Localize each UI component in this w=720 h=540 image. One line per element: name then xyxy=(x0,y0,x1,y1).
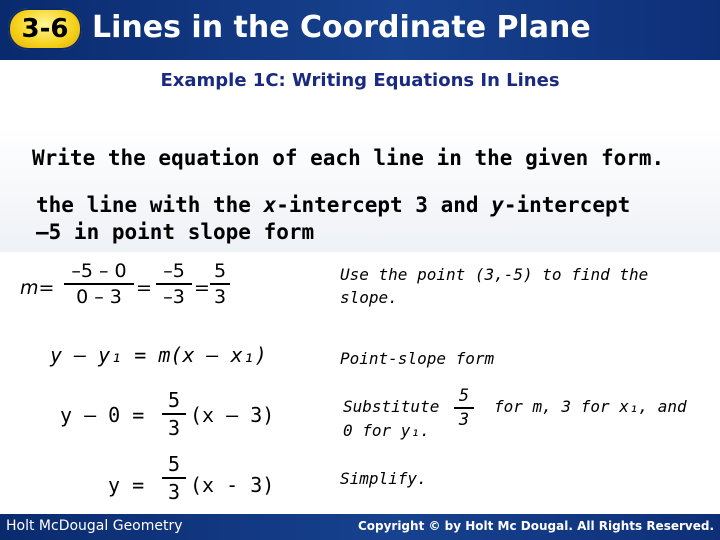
simplify-right: (x - 3) xyxy=(190,473,275,497)
simplify-fraction xyxy=(162,452,186,504)
note-substitute-den: 3 xyxy=(458,410,470,430)
point-slope-equation: y – y₁ = m(x – x₁) xyxy=(50,343,267,367)
simplify-num: 5 xyxy=(167,452,181,476)
problem-part3: -intercept xyxy=(503,193,631,217)
fraction-bar xyxy=(156,283,192,285)
note-substitute-fraction xyxy=(454,386,474,430)
note-substitute-a: Substitute xyxy=(343,397,440,416)
footer-bar xyxy=(0,514,720,540)
problem-part1: the line with the xyxy=(36,193,264,217)
simplify-den: 3 xyxy=(167,480,181,504)
slope-f2-den: –3 xyxy=(163,286,185,308)
slope-eq-2: = xyxy=(136,277,152,299)
title-bar xyxy=(0,0,720,60)
slope-fraction-3 xyxy=(210,260,230,308)
note-substitute xyxy=(343,395,439,418)
slope-f1-num: –5 – 0 xyxy=(71,260,127,282)
lesson-badge: 3-6 xyxy=(8,8,82,50)
fraction-bar xyxy=(162,413,186,415)
footer-publisher: Holt McDougal Geometry xyxy=(6,518,183,534)
note-use-point: Use the point (3,-5) to find the slope. xyxy=(340,265,649,307)
slope-f1-den: 0 – 3 xyxy=(76,286,122,308)
fraction-bar xyxy=(210,283,230,285)
note-substitute-c: 0 for y₁. xyxy=(343,421,430,440)
problem-var-x: x xyxy=(263,193,277,217)
example-title: Example 1C: Writing Equations In Lines xyxy=(160,70,560,91)
footer-copyright: Copyright © by Holt Mc Dougal. All Rights Reserved. xyxy=(357,519,714,533)
slope-m: m xyxy=(20,277,39,299)
slope-eq-3: = xyxy=(194,277,210,299)
slope-fraction-1 xyxy=(64,260,134,308)
fraction-bar xyxy=(64,283,134,285)
problem-line2: –5 in point slope form xyxy=(36,220,315,244)
note-simplify: Simplify. xyxy=(340,469,427,488)
substitute-right: (x – 3) xyxy=(190,403,275,427)
substitute-left: y – 0 = xyxy=(60,403,145,427)
substitute-fraction xyxy=(162,388,186,440)
lesson-title: Lines in the Coordinate Plane xyxy=(92,10,591,45)
substitute-den: 3 xyxy=(167,416,181,440)
note-substitute-num: 5 xyxy=(458,386,470,406)
instruction-text: Write the equation of each line in the given form. xyxy=(32,146,665,170)
slope-f3-num: 5 xyxy=(213,260,227,282)
fraction-bar xyxy=(162,477,186,479)
problem-var-y: y xyxy=(491,193,504,217)
problem-statement xyxy=(36,192,696,246)
slope-f2-num: –5 xyxy=(163,260,185,282)
note-substitute-b: for m, 3 for x₁, and xyxy=(494,397,687,416)
note-point-slope: Point-slope form xyxy=(340,349,495,368)
slope-fraction-2 xyxy=(156,260,192,308)
problem-part2: -intercept 3 and xyxy=(276,193,492,217)
fraction-bar xyxy=(454,407,474,409)
slope-eq-1: = xyxy=(38,277,55,299)
slope-f3-den: 3 xyxy=(213,286,227,308)
simplify-left: y = xyxy=(108,473,145,497)
substitute-num: 5 xyxy=(167,388,181,412)
